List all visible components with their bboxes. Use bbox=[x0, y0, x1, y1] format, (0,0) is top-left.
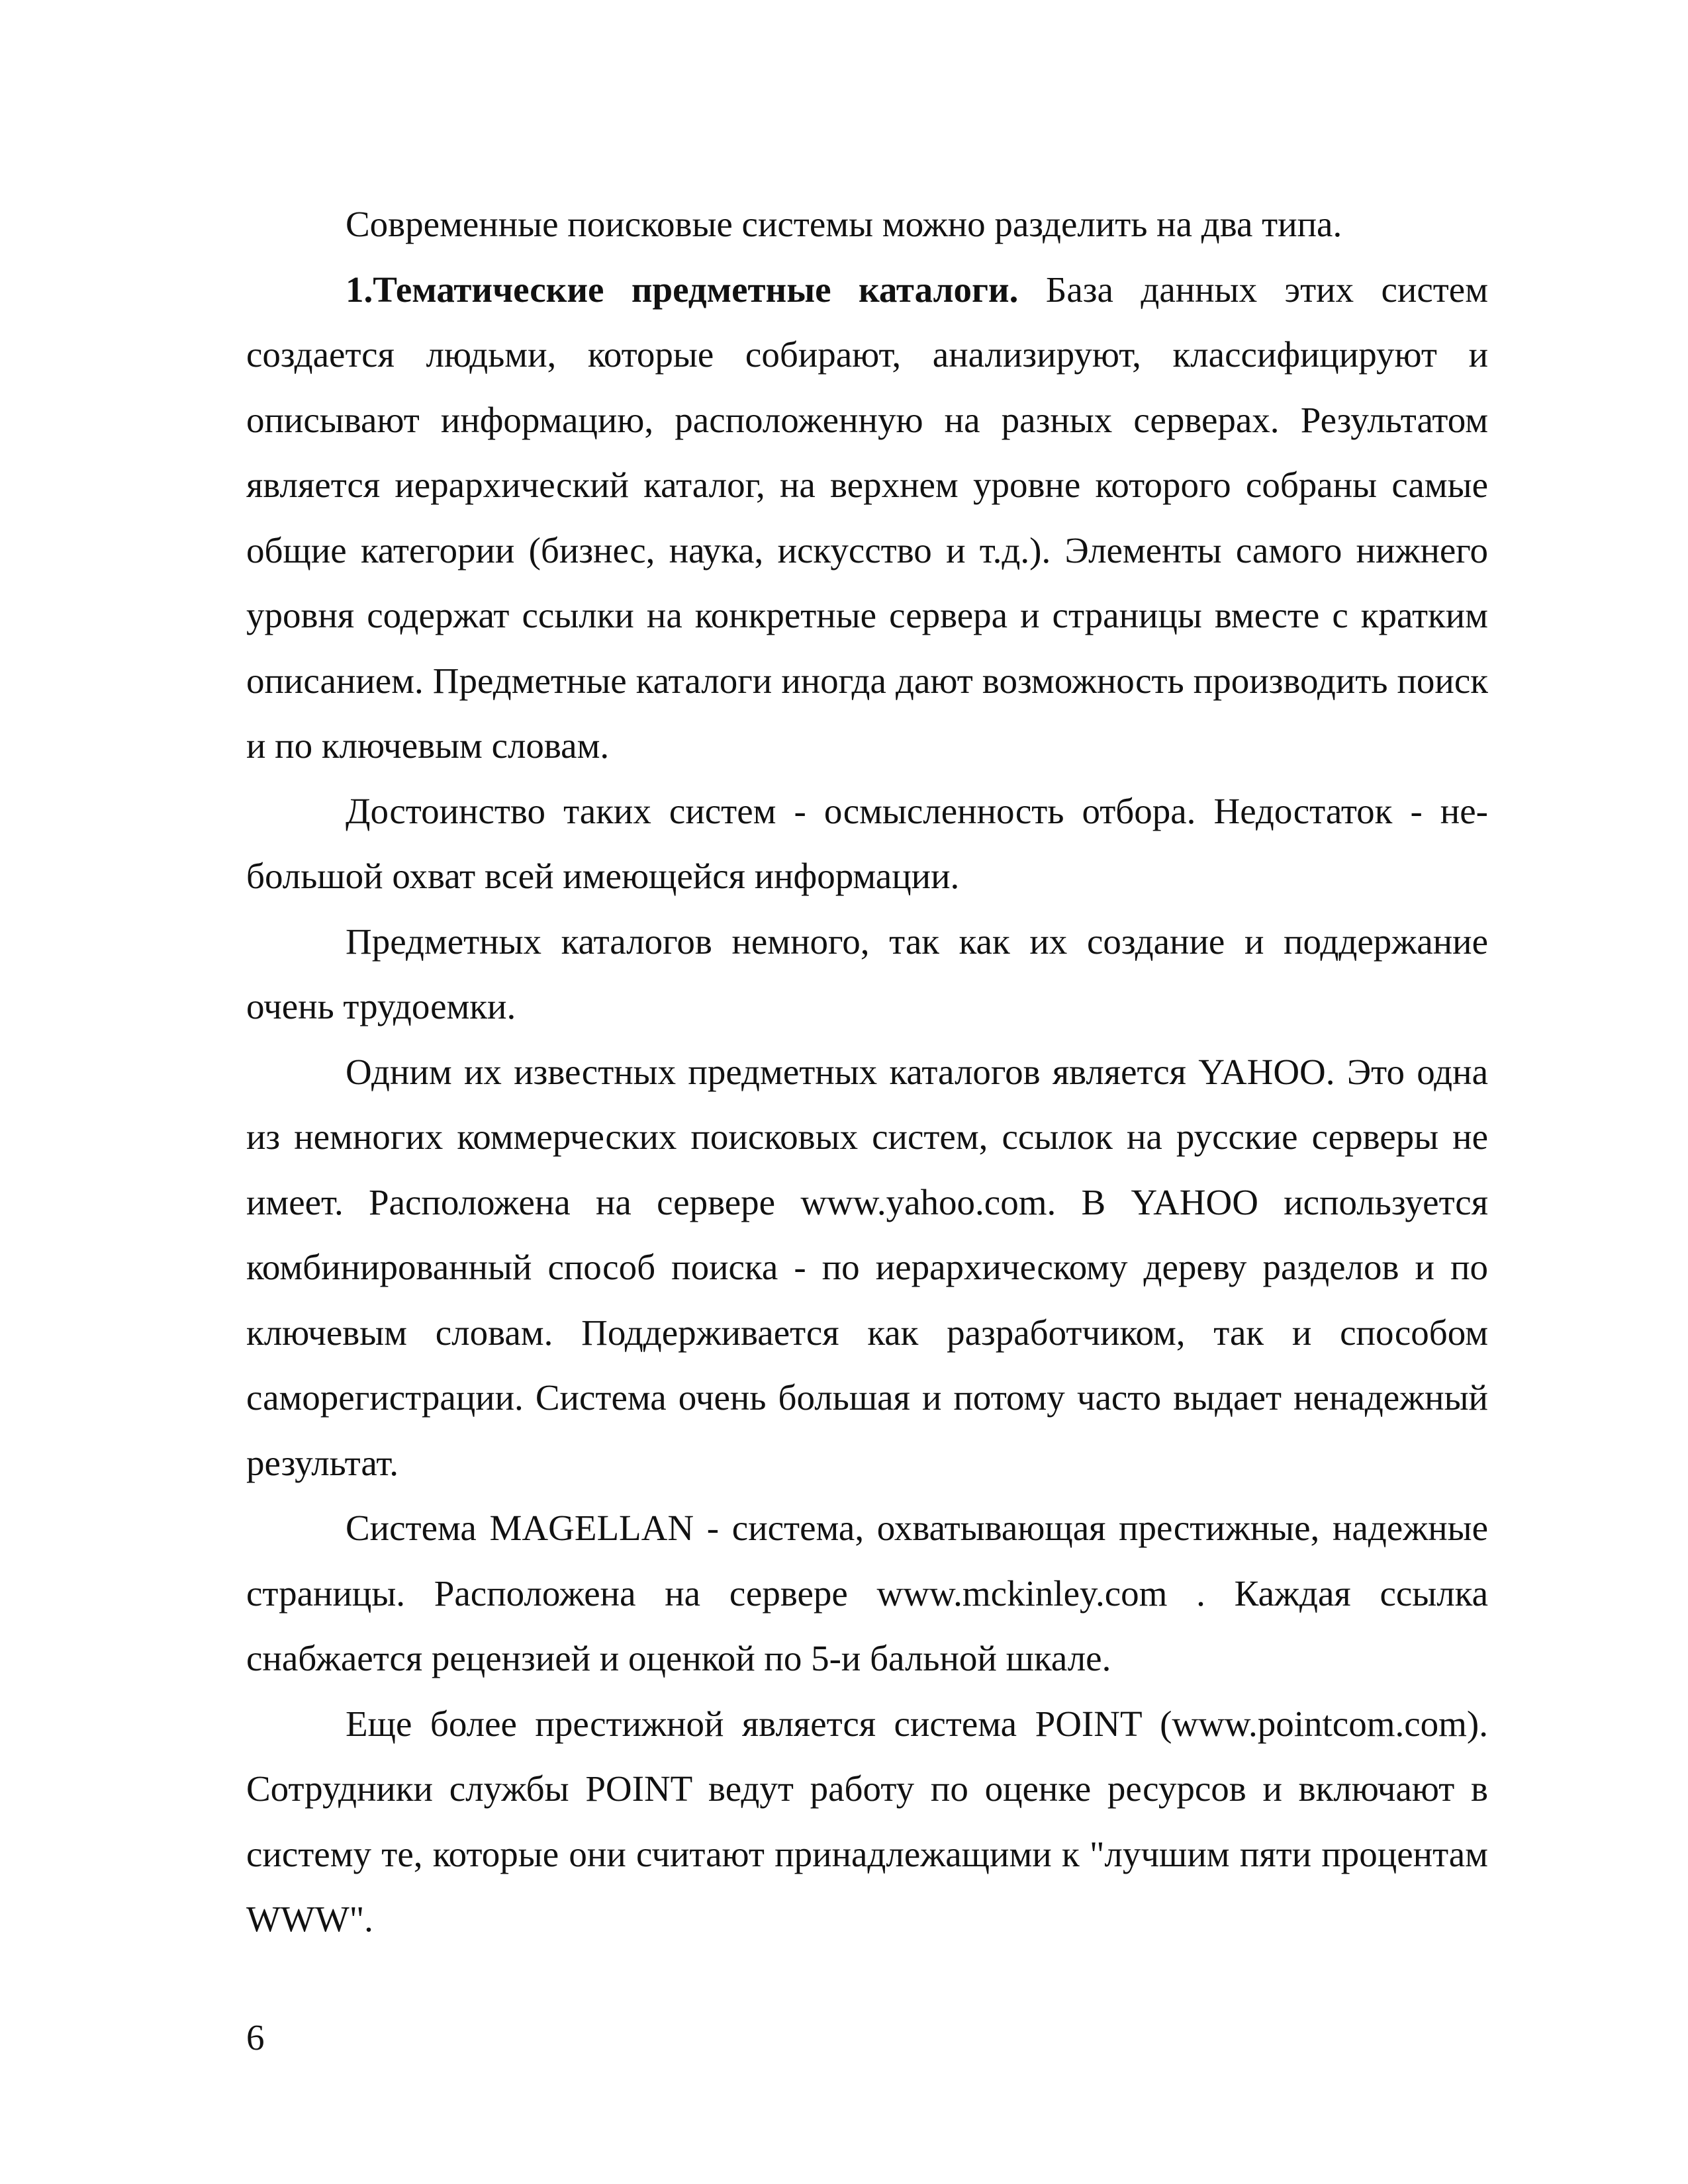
paragraph-thematic-catalogs-body: База данных этих систем создается людьми, которые собирают, анализируют, классифицируют и описывают информацию, расположенную на разных серверах. Результатом является иерархический каталог, на верхнем уровне которого собраны самые общие категории (бизнес, наука, искусство и т.д.). Элементы самого нижнего уровня содержат ссылки на конкретные сервера и страницы вместе с кратким описанием. Предметные каталоги иногда дают возможность производить поиск и по ключевым словам. bbox=[246, 269, 1488, 766]
paragraph-intro: Современные поисковые системы можно разделить на два типа. bbox=[346, 204, 1342, 244]
paragraph-yahoo: Одним их известных предметных каталогов является YAHOO. Это одна из немногих коммерческих поисковых систем, ссылок на русские серверы не имеет. Расположена на сервере www.yahoo.com. В YAHOO используется комбинированный способ поиска - по иерархическому дереву разделов и по ключевым словам. Поддерживается как разработчиком, так и способом саморегистрации. Система очень большая и потому часто выдает ненадежный результат. bbox=[246, 1051, 1488, 1483]
paragraph-advantages: Достоинство таких систем - осмысленность отбора. Недостаток - небольшой охват всей имеющейся информации. bbox=[246, 790, 1488, 896]
page-number: 6 bbox=[246, 2017, 265, 2058]
section-heading-thematic-catalogs: 1.Тематические предметные каталоги. bbox=[346, 269, 1019, 310]
paragraph-point: Еще более престижной является система POINT (www.pointcom.com). Сотрудники службы POINT ведут работу по оценке ресурсов и включают в систему те, которые они считают принадлежащими к "лучшим пяти процентам WWW". bbox=[246, 1703, 1488, 1939]
paragraph-magellan: Система MAGELLAN - система, охватывающая престижные, надежные страницы. Расположена на сервере www.mckinley.com . Каждая ссылка снабжается рецензией и оценкой по 5-и бальной шкале. bbox=[246, 1508, 1488, 1678]
document-page bbox=[246, 192, 1488, 1952]
paragraph-thematic-catalogs bbox=[246, 257, 1488, 779]
paragraph-catalog-count: Предметных каталогов немного, так как их создание и поддержание очень трудоемки. bbox=[246, 921, 1488, 1026]
